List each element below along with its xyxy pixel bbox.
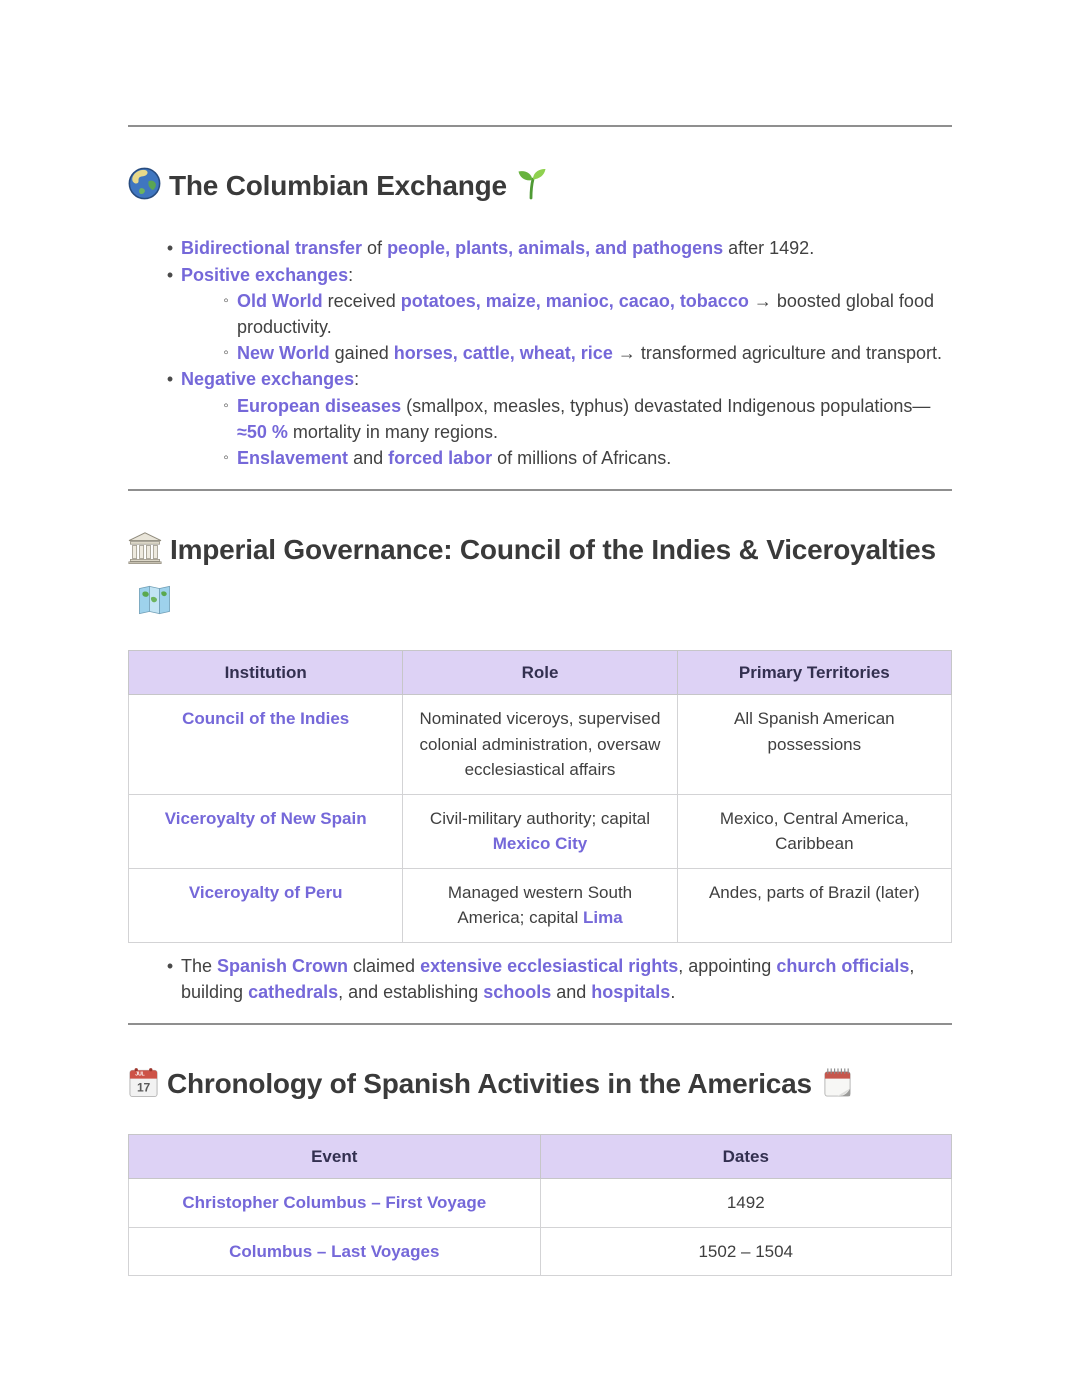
highlighted-text: Christopher Columbus – First Voyage [182,1193,487,1213]
table-cell [403,695,677,795]
plain-text: → boosted global food productivity. [237,290,934,337]
plain-text: after 1492. [723,238,815,259]
table-cell [129,868,403,942]
plain-text: : [354,369,360,390]
bullet-marker: • [166,238,174,259]
plain-text: and [348,447,389,468]
highlighted-text: Old World [237,290,323,311]
table-cell [403,868,677,942]
list-item-text [180,235,952,261]
plain-text: , appointing [678,955,777,976]
table-cell [129,794,403,868]
plain-text: Managed western South America; capital [447,882,633,928]
section-title-text: The Columbian Exchange [169,170,507,201]
chronology-table [128,1134,952,1277]
highlighted-text: Bidirectional transfer [181,238,363,259]
plain-text: All Spanish American possessions [734,709,895,754]
highlighted-text: Spanish Crown [217,955,349,976]
table-row [129,794,952,868]
bullet-marker: ◦ [223,291,229,309]
highlighted-text: Negative exchanges [181,369,355,390]
plain-text: . [670,982,676,1003]
plain-text: (smallpox, measles, typhus) devastated Indigenous populations— [401,395,931,416]
table-row [129,695,952,795]
plain-text: 1502 – 1504 [698,1241,794,1261]
bullet-list [128,953,952,1005]
bullet-marker: ◦ [223,448,229,466]
list-item [128,366,952,392]
world-map-icon [138,583,171,628]
seedling-icon [517,168,547,213]
highlighted-text: Viceroyalty of New Spain [164,808,367,828]
list-item [128,235,952,261]
list-item [128,288,952,340]
table-cell [129,695,403,795]
table-cell [540,1179,952,1228]
table-row [129,868,952,942]
highlighted-text: Lima [582,908,623,928]
column-header: Dates [540,1134,952,1179]
section-divider [128,125,952,127]
globe-icon [128,167,161,213]
list-item-text [180,366,952,392]
bullet-marker: ◦ [223,344,229,362]
highlighted-text: European diseases [237,395,402,416]
highlighted-text: forced labor [388,447,493,468]
list-item-text [236,445,952,471]
list-item-text [236,393,952,445]
list-item [128,340,952,366]
table-cell [129,1179,541,1228]
plain-text: gained [329,343,394,364]
list-item [128,262,952,288]
highlighted-text: Columbus – Last Voyages [229,1241,440,1261]
highlighted-text: Enslavement [237,447,349,468]
table-header-row [129,1134,952,1179]
section-chronology [128,1061,952,1276]
list-item-text [236,288,952,340]
plain-text: mortality in many regions. [287,421,498,442]
bullet-marker: ◦ [223,396,229,414]
column-header: Institution [129,650,403,695]
column-header: Primary Territories [677,650,951,695]
highlighted-text: schools [483,982,552,1003]
highlighted-text: Viceroyalty of Peru [188,882,343,902]
list-item [128,953,952,1005]
highlighted-text: people, plants, animals, and pathogens [387,238,724,259]
table-cell [403,794,677,868]
institutions-table [128,650,952,943]
section-title [128,527,952,628]
list-item [128,445,952,471]
section-divider [128,1023,952,1025]
plain-text: The [181,955,218,976]
classical-building-icon [128,532,162,577]
table-cell [677,695,951,795]
plain-text: , and establishing [338,982,484,1003]
table-header-row [129,650,952,695]
svg-text:17: 17 [136,1081,151,1096]
section-title-text: Imperial Governance: Council of the Indies & Viceroyalties [170,534,936,566]
highlighted-text: Mexico City [492,834,588,854]
plain-text: Mexico, Central America, Caribbean [719,808,909,854]
column-header: Event [129,1134,541,1179]
plain-text: claimed [348,955,421,976]
plain-text: received [322,290,401,311]
highlighted-text: New World [237,343,330,364]
list-item-text [180,262,952,288]
section-title [128,163,952,213]
highlighted-text: potatoes, maize, manioc, cacao, tobacco [400,290,749,311]
plain-text: Andes, parts of Brazil (later) [708,882,920,902]
highlighted-text: ≈50 % [237,421,288,442]
list-item [128,393,952,445]
table-cell [129,1227,541,1276]
plain-text: , building [181,955,915,1003]
plain-text: and [551,982,592,1003]
table-cell [677,794,951,868]
list-item-text [180,953,952,1005]
highlighted-text: Positive exchanges [181,264,349,285]
bullet-list [128,235,952,471]
bullet-marker: • [166,955,174,976]
table-row [129,1227,952,1276]
section-title [128,1061,952,1111]
list-item-text [236,340,952,366]
highlighted-text: extensive ecclesiastical rights [420,955,679,976]
section-imperial-governance [128,527,952,1005]
plain-text: 1492 [726,1193,765,1213]
plain-text: Nominated viceroys, supervised colonial administration, oversaw ecclesiastical affairs [419,709,661,780]
plain-text: Civil-military authority; capital [429,808,651,828]
section-columbian-exchange [128,163,952,471]
highlighted-text: church officials [776,955,910,976]
plain-text: → transformed agriculture and transport. [612,343,942,364]
plain-text: : [348,264,354,285]
calendar-date-icon [128,1066,159,1111]
column-header: Role [403,650,677,695]
plain-text: of [362,238,388,259]
svg-text:JUL: JUL [135,1071,145,1078]
bullet-marker: • [166,369,174,390]
highlighted-text: cathedrals [248,982,339,1003]
table-cell [540,1227,952,1276]
highlighted-text: Council of the Indies [182,709,350,729]
highlighted-text: hospitals [591,982,671,1003]
section-divider [128,489,952,491]
section-title-text: Chronology of Spanish Activities in the Americas [167,1068,812,1100]
table-row [129,1179,952,1228]
bullet-marker: • [166,264,174,285]
plain-text: of millions of Africans. [492,447,672,468]
table-cell [677,868,951,942]
tear-off-calendar-icon [822,1066,853,1111]
highlighted-text: horses, cattle, wheat, rice [393,343,613,364]
